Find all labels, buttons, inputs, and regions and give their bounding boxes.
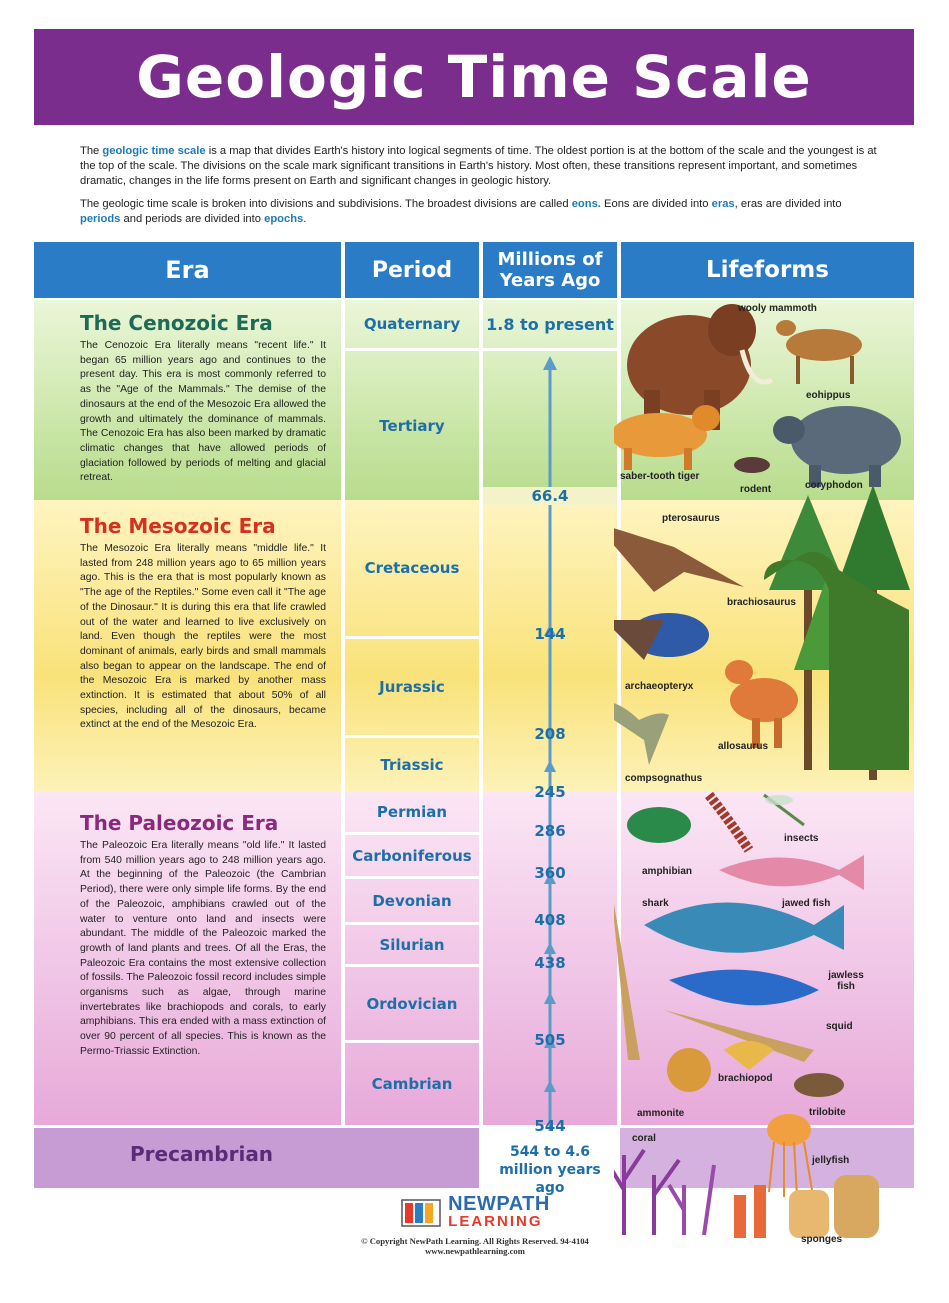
mya-544: 544 <box>534 1117 566 1135</box>
mya-208: 208 <box>534 725 566 743</box>
mesozoic-title: The Mesozoic Era <box>80 514 276 538</box>
allosaurus-icon <box>725 660 798 748</box>
trilobite-icon <box>794 1073 844 1097</box>
intro-term-geologic-time-scale: geologic time scale <box>102 145 206 157</box>
label-pterosaurus: pterosaurus <box>662 513 720 524</box>
period-jurassic: Jurassic <box>379 678 445 696</box>
period-devonian: Devonian <box>372 891 452 910</box>
amphibian-icon <box>627 807 691 843</box>
period-quaternary: Quaternary <box>363 315 461 333</box>
copyright-text: © Copyright NewPath Learning. All Rights Reserved. 94-4104 <box>361 1236 589 1246</box>
page-title: Geologic Time Scale <box>136 43 812 111</box>
intro-text-span: , eras are divided into <box>734 198 842 210</box>
cenozoic-description: The Cenozoic Era literally means "recent life." It began 65 million years ago and continues to the present day. This era is most commonly referred to as the "Age of the Mammals." The demise of the dinosaurs at the end of the Mesozoic Era allowed the growth and ultimately the dominance of mammals. The Cenozoic Era has also been marked by dramatic climatic changes that have allowed periods of glaciation followed by periods of melting and glacial retreat. <box>80 340 326 484</box>
shark-icon <box>644 903 844 953</box>
label-brachiopod: brachiopod <box>718 1073 773 1084</box>
intro-text-span: Eons are divided into <box>600 198 712 210</box>
rodent-icon <box>734 457 770 473</box>
label-rodent: rodent <box>740 484 772 495</box>
saber-tooth-tiger-icon <box>614 405 720 470</box>
intro-term-eons: eons. <box>571 198 601 210</box>
mya-408: 408 <box>534 911 566 929</box>
intro-text <box>80 144 880 235</box>
mya-286: 286 <box>534 822 566 840</box>
period-carboniferous: Carboniferous <box>352 846 472 865</box>
title-banner <box>34 29 914 125</box>
label-wooly-mammoth: wooly mammoth <box>738 303 817 314</box>
label-saber-tooth-tiger: saber-tooth tiger <box>620 471 700 482</box>
paleozoic-title: The Paleozoic Era <box>80 811 279 835</box>
header-period <box>345 242 479 298</box>
intro-text-span: . <box>303 213 307 225</box>
paleozoic-description: The Paleozoic Era literally means "old life." It lasted from 540 million years ago to 248 million years ago. At the beginning of the Paleozoic (the Cambrian Period), there were only simple life forms. By the end of the Paleozoic, amphibians crawled out of the water to venture onto land and insects were abundant. The middle of the Paleozoic marked the growth of land plants and trees. Of all the Eras, the Paleozoic Era contains the most extensive collection of fossils. The Paleozoic fossil record includes simple organisms such as algae, through marine invertebrates like brachiopods and corals, to early amphibians. This era ended with a mass extinction of over 90 percent of all species. This is known as the Permo-Triassic Extinction. <box>80 840 326 1057</box>
brand-name-bottom: LEARNING <box>448 1213 543 1230</box>
intro-term-eras: eras <box>711 198 735 210</box>
footer <box>330 1193 620 1256</box>
label-jellyfish: jellyfish <box>812 1155 850 1166</box>
period-cretaceous: Cretaceous <box>364 559 460 577</box>
mya-245: 245 <box>534 783 566 801</box>
intro-term-epochs: epochs <box>264 213 304 225</box>
mya-precambrian: 544 to 4.6 million years ago <box>499 1144 601 1196</box>
pterosaurus-icon <box>614 522 744 592</box>
period-tertiary: Tertiary <box>379 416 445 435</box>
newpath-logo-icon <box>400 1196 442 1230</box>
intro-text-span: The <box>80 145 103 157</box>
header-mya <box>483 242 617 298</box>
intro-paragraph-1 <box>80 144 880 189</box>
coryphodon-icon <box>773 406 901 487</box>
mya-505: 505 <box>534 1031 566 1049</box>
ammonite-icon <box>667 1048 711 1092</box>
label-coral: coral <box>632 1133 656 1144</box>
orthocone-icon <box>614 880 640 1060</box>
label-eohippus: eohippus <box>806 390 851 401</box>
intro-text-span: is a map that divides Earth's history into logical segments of time. The oldest portion is at the bottom of the scale and the youngest is at the top of the scale. The divisions on the scale mark significant transitions in Earth's history. Most often, these transitions represent important, and sometimes dramatic, changes in the life forms present on Earth and significant changes in geologic history. <box>80 145 877 187</box>
precambrian-title: Precambrian <box>130 1142 274 1166</box>
lifeforms-illustration <box>614 290 914 1240</box>
compsognathus-icon <box>614 699 669 765</box>
period-ordovician: Ordovician <box>366 994 458 1013</box>
label-compsognathus: compsognathus <box>625 773 703 784</box>
brand-name-top: NEWPATH <box>448 1193 550 1215</box>
period-triassic: Triassic <box>380 756 444 774</box>
label-ammonite: ammonite <box>637 1108 685 1119</box>
timeline-arrow <box>535 356 565 1136</box>
intro-text-span: The geologic time scale is broken into divisions and subdivisions. The broadest divisions are called <box>80 198 572 210</box>
label-coryphodon: coryphodon <box>805 480 863 491</box>
jawless-fish-icon <box>669 970 819 1006</box>
intro-paragraph-2 <box>80 197 880 227</box>
website-url: www.newpathlearning.com <box>425 1246 525 1256</box>
mya-66: 66.4 <box>483 487 617 505</box>
centipede-icon <box>709 795 749 850</box>
header-era <box>34 242 341 298</box>
mya-quaternary: 1.8 to present <box>486 315 614 334</box>
mya-438: 438 <box>534 954 566 972</box>
intro-text-span: and periods are divided into <box>120 213 265 225</box>
insect-icon <box>764 795 804 825</box>
label-shark: shark <box>642 898 669 909</box>
mya-360: 360 <box>534 864 566 882</box>
header-era-label: Era <box>165 256 210 284</box>
jellyfish-icon <box>767 1114 812 1197</box>
archaeopteryx-icon <box>614 613 709 660</box>
period-silurian: Silurian <box>379 935 445 954</box>
label-jawless-fish: jawless fish <box>828 970 864 992</box>
label-allosaurus: allosaurus <box>718 741 769 752</box>
eohippus-icon <box>776 320 862 384</box>
header-period-label: Period <box>371 257 453 283</box>
column-divider <box>479 300 483 1188</box>
label-amphibian: amphibian <box>642 866 693 877</box>
header-lifeforms-label: Lifeforms <box>706 257 829 283</box>
intro-term-periods: periods <box>80 213 121 225</box>
label-archaeopteryx: archaeopteryx <box>625 681 694 692</box>
header-mya-label: Millions of Years Ago <box>497 249 603 291</box>
coral-icon <box>614 1150 714 1235</box>
mya-144: 144 <box>534 625 566 643</box>
label-insects: insects <box>784 833 819 844</box>
sponge-icon <box>734 1175 879 1238</box>
jawed-fish-icon <box>719 855 864 890</box>
period-cambrian: Cambrian <box>371 1075 453 1093</box>
label-sponges: sponges <box>801 1234 843 1245</box>
label-trilobite: trilobite <box>809 1107 846 1118</box>
cenozoic-title: The Cenozoic Era <box>80 311 273 335</box>
brand-text <box>448 1193 550 1230</box>
mesozoic-description: The Mesozoic Era literally means "middle life." It lasted from 248 million years ago to 65 million years ago. This is the era that is most popularly known as "The age of the Reptiles." Some even call it "The age of the Dinosaur." It is during this era that life crawled out of the water and learned to live exclusively on land. Even though the reptiles were the most dominant of animals, early birds and small mammals also began to appear on the landscape. The end of the Mesozoic Era is marked by another mass extinction. It is estimated that about 50% of all species, including all of the dinosaurs, became extinct at the end of the Mesozoic Era. <box>80 543 326 731</box>
brand-logo <box>330 1193 620 1230</box>
label-brachiosaurus: brachiosaurus <box>727 597 796 608</box>
period-permian: Permian <box>376 803 448 821</box>
label-jawed-fish: jawed fish <box>782 898 831 909</box>
label-squid: squid <box>826 1021 853 1032</box>
